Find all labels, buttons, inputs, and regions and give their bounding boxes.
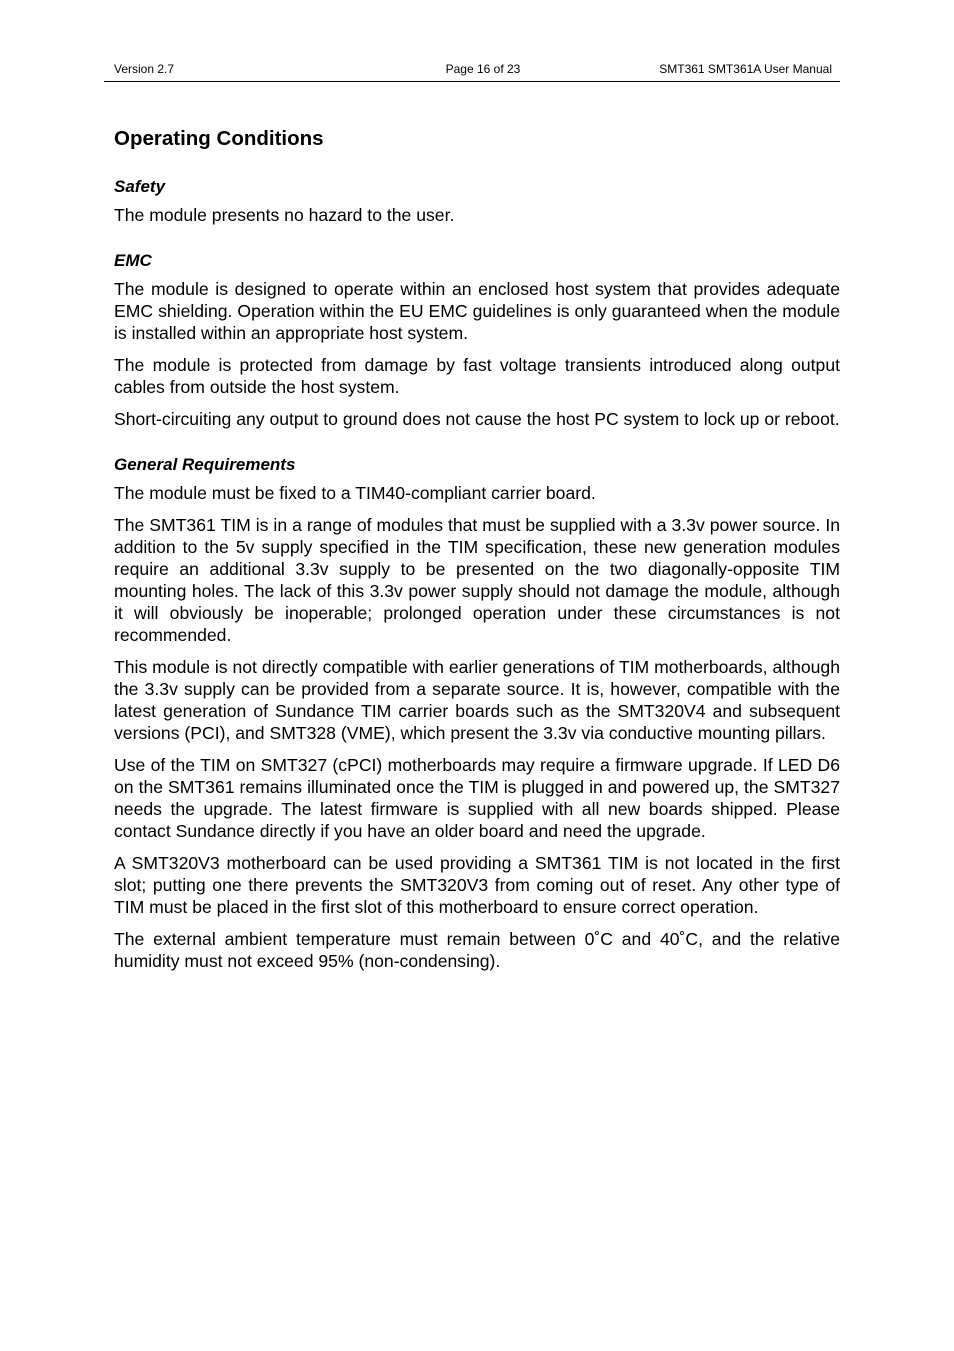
general-requirements-heading: General Requirements — [114, 455, 296, 474]
header-version: Version 2.7 — [114, 62, 175, 76]
section-title: Operating Conditions — [114, 127, 324, 150]
header-manual-title: SMT361 SMT361A User Manual — [659, 62, 832, 76]
emc-paragraph-2: The module is protected from damage by fast voltage transients introduced along output cables from outside the host system. — [114, 355, 840, 397]
emc-paragraph-1: The module is designed to operate within an enclosed host system that provides adequate EMC shielding. Operation within the EU EMC guidelines is only guaranteed when the module is installed within an appropriate host system. — [114, 279, 840, 343]
general-paragraph-5: A SMT320V3 motherboard can be used providing a SMT361 TIM is not located in the first slot; putting one there prevents the SMT320V3 from coming out of reset. Any other type of TIM must be placed in the first slot of this motherboard to ensure correct operation. — [114, 853, 840, 917]
general-paragraph-2: The SMT361 TIM is in a range of modules that must be supplied with a 3.3v power source. In addition to the 5v supply specified in the TIM specification, these new generation modules require an additional 3.3v supply to be presented on the two diagonally-opposite TIM mounting holes. The lack of this 3.3v power supply should not damage the module, although it will obviously be inoperable; prolonged operation under these circumstances is not recommended. — [114, 515, 840, 645]
safety-paragraph: The module presents no hazard to the user. — [114, 205, 455, 225]
document-body — [114, 124, 840, 982]
emc-paragraph-3: Short-circuiting any output to ground does not cause the host PC system to lock up or reboot. — [114, 409, 840, 429]
general-paragraph-6: The external ambient temperature must remain between 0˚C and 40˚C, and the relative humidity must not exceed 95% (non-condensing). — [114, 929, 840, 971]
header-page-number: Page 16 of 23 — [445, 62, 521, 76]
general-paragraph-1: The module must be fixed to a TIM40-compliant carrier board. — [114, 483, 596, 503]
general-paragraph-3: This module is not directly compatible with earlier generations of TIM motherboards, although the 3.3v supply can be provided from a separate source. It is, however, compatible with the latest generation of Sundance TIM carrier boards such as the SMT320V4 and subsequent versions (PCI), and SMT328 (VME), which present the 3.3v via conductive mounting pillars. — [114, 657, 840, 743]
emc-heading: EMC — [114, 251, 152, 270]
general-paragraph-4: Use of the TIM on SMT327 (cPCI) motherboards may require a firmware upgrade. If LED D6 on the SMT361 remains illuminated once the TIM is plugged in and powered up, the SMT327 needs the upgrade. The latest firmware is supplied with all new boards shipped. Please contact Sundance directly if you have an older board and need the upgrade. — [114, 755, 840, 841]
page-header — [104, 61, 840, 82]
safety-heading: Safety — [114, 177, 166, 196]
